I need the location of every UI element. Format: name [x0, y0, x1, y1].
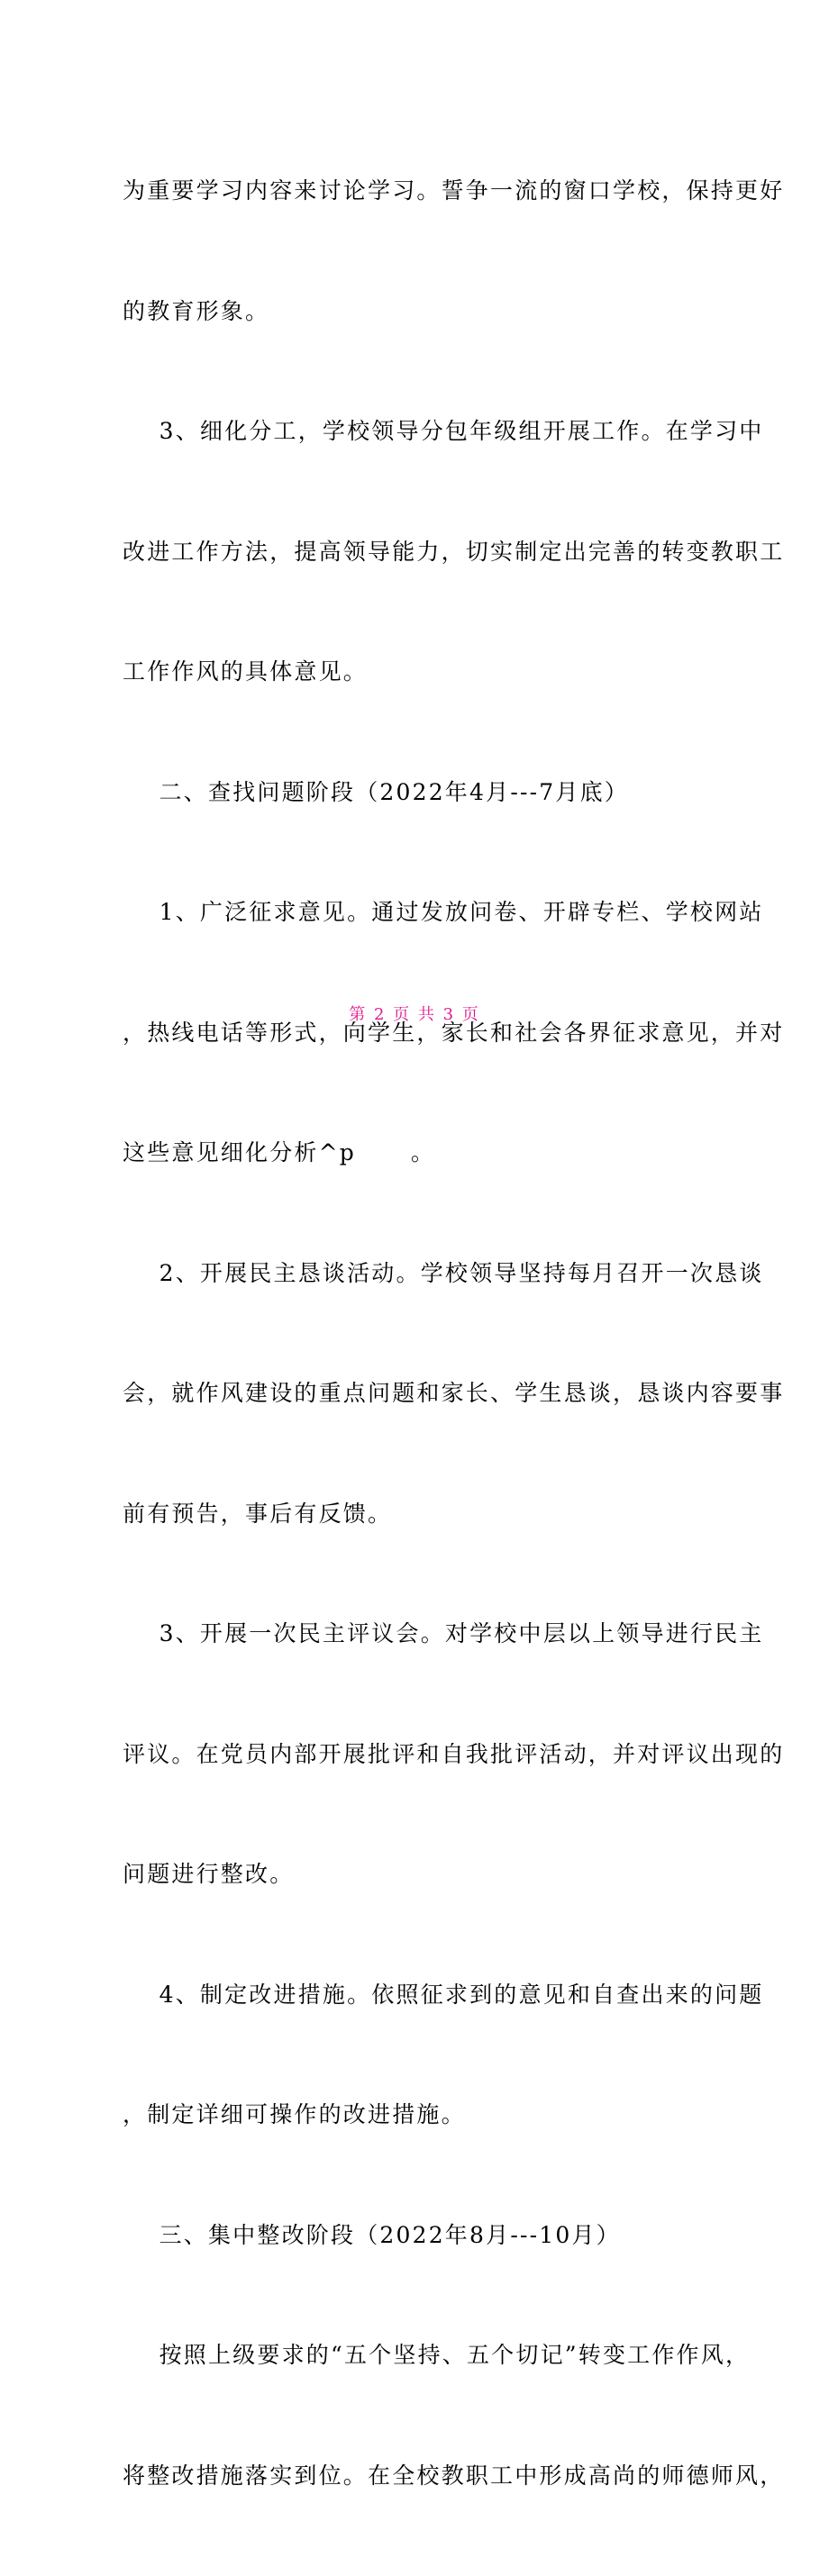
text-line: 前有预告，事后有反馈。	[123, 1500, 393, 1527]
text-line: ，热线电话等形式，向学生，家长和社会各界征求意见，并对	[123, 1019, 785, 1046]
page-number-footer: 第 2 页 共 3 页	[349, 1005, 480, 1024]
text-line: 为重要学习内容来讨论学习。誓争一流的窗口学校，保持更好	[123, 177, 785, 204]
text-line: 4、制定改进措施。依照征求到的意见和自查出来的问题	[123, 1981, 764, 2008]
document-body	[123, 91, 785, 2576]
text-line: 按照上级要求的“五个坚持、五个切记”转变工作作风，	[123, 2342, 751, 2368]
body-text	[123, 91, 785, 2576]
text-line: 的教育形象。	[123, 297, 270, 324]
text-line: 将整改措施落实到位。在全校教职工中形成高尚的师德师风，	[123, 2462, 785, 2489]
text-line: 工作作风的具体意见。	[123, 658, 369, 685]
text-line: 2、开展民主恳谈活动。学校领导坚持每月召开一次恳谈	[123, 1259, 764, 1286]
section-heading: 二、查找问题阶段（2022年4月---7月底）	[123, 778, 629, 805]
text-line: 问题进行整改。	[123, 1861, 295, 1887]
text-line: 会，就作风建设的重点问题和家长、学生恳谈，恳谈内容要事	[123, 1380, 785, 1406]
text-line: 改进工作方法，提高领导能力，切实制定出完善的转变教职工	[123, 538, 785, 565]
text-line: 这些意见细化分析^p 。	[123, 1139, 436, 1166]
text-line: 3、细化分工，学校领导分包年级组开展工作。在学习中	[123, 418, 764, 444]
text-line: 评议。在党员内部开展批评和自我批评活动，并对评议出现的	[123, 1740, 785, 1767]
text-line: 1、广泛征求意见。通过发放问卷、开辟专栏、学校网站	[123, 899, 764, 925]
text-line: ，制定详细可操作的改进措施。	[123, 2101, 466, 2127]
text-line: 3、开展一次民主评议会。对学校中层以上领导进行民主	[123, 1620, 764, 1646]
section-heading: 三、集中整改阶段（2022年8月---10月）	[123, 2221, 621, 2248]
